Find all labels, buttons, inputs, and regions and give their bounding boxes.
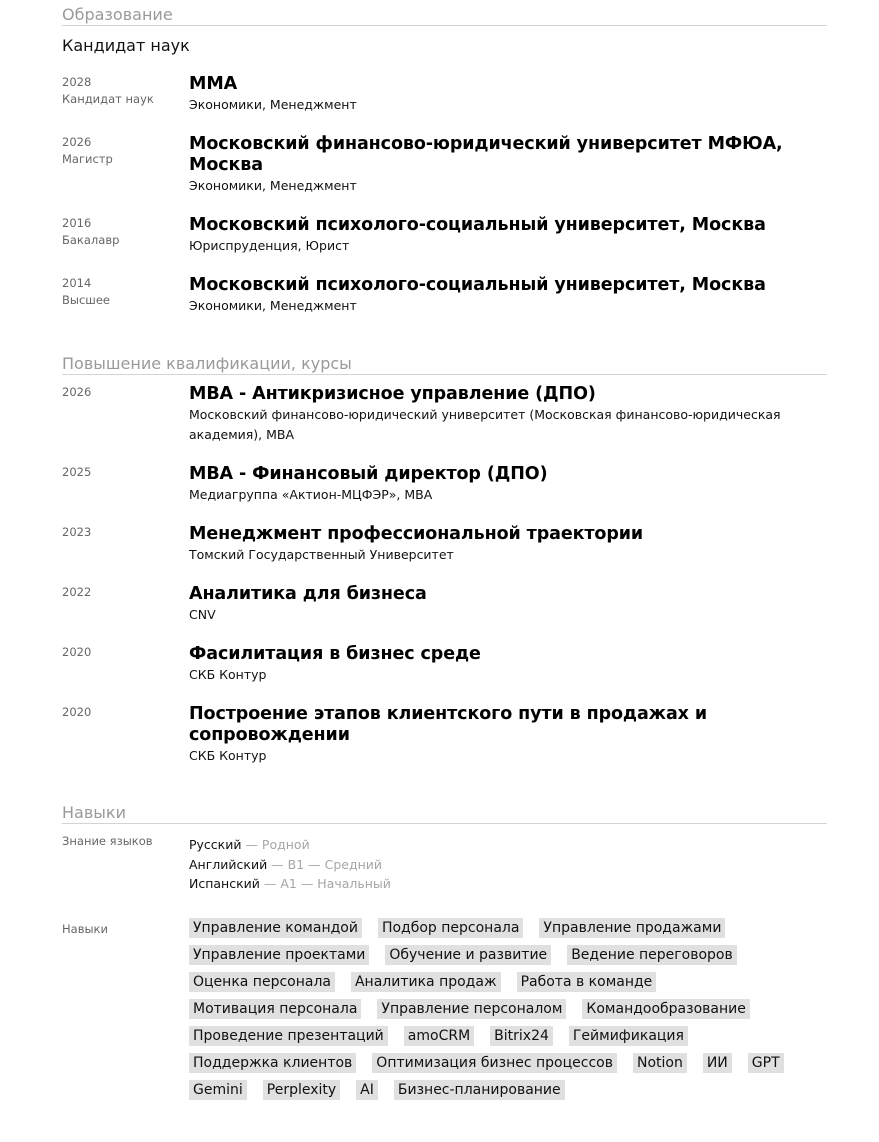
language-level: — A1 — Начальный [259,876,391,891]
education-item-meta [62,275,187,309]
skill-tag: Gemini [189,1080,247,1100]
skill-tag: GPT [748,1053,784,1073]
course-item-year: 2025 [62,465,92,479]
skill-tag: Perplexity [263,1080,340,1100]
course-item-name: Менеджмент профессиональной траектории [189,524,644,544]
education-item-name: Московский финансово-юридический университет МФЮА, Москва [189,134,783,175]
education-section [62,5,827,313]
skill-tag: Управление продажами [539,918,725,938]
education-item-level: Кандидат наук [62,92,154,106]
course-item-org: Медиагруппа «Актион-МЦФЭР», MBA [189,487,433,502]
course-item-year: 2026 [62,385,92,399]
course-item-name: Аналитика для бизнеса [189,584,427,604]
course-item-org: CNV [189,607,216,622]
skills-section [62,803,827,1098]
language-item [189,874,809,894]
skill-tag: amoCRM [404,1026,474,1046]
skill-tag: Подбор персонала [378,918,523,938]
skill-tag: Мотивация персонала [189,999,361,1019]
skills-tag-list [189,918,809,1100]
skill-tag: Оценка персонала [189,972,335,992]
courses-section [62,354,827,763]
education-section-title: Образование [62,5,827,26]
education-item-meta [62,134,187,168]
language-name: Русский [189,837,242,852]
education-item-meta [62,74,187,108]
courses-section-title: Повышение квалификации, курсы [62,354,827,375]
skill-tag: Геймификация [569,1026,688,1046]
skill-tag: Управление персоналом [377,999,566,1019]
education-item-specialty: Экономики, Менеджмент [189,178,357,193]
education-item-level: Бакалавр [62,233,120,247]
course-item-org: Томский Государственный Университет [189,547,454,562]
skill-tag: Обучение и развитие [385,945,551,965]
education-item-specialty: Экономики, Менеджмент [189,298,357,313]
course-item-org: СКБ Контур [189,667,267,682]
language-name: Английский [189,856,268,872]
skill-tag: Управление проектами [189,945,369,965]
language-name: Испанский [189,876,260,891]
skill-tag: AI [356,1080,378,1100]
skills-section-title: Навыки [62,803,827,824]
course-item-year: 2023 [62,525,92,539]
education-item-name: Московский психолого-социальный университет, Москва [189,275,766,295]
course-item-year: 2022 [62,585,92,599]
education-item-specialty: Экономики, Менеджмент [189,97,357,112]
skills-label: Навыки [62,922,108,936]
language-level: — Родной [241,837,310,852]
course-item-org: Московский финансово-юридический университет (Московская финансово-юридическая академия), MBA [189,407,781,442]
skill-tag: Управление командой [189,918,362,938]
languages-label: Знание языков [62,834,153,848]
skill-tag: Проведение презентаций [189,1026,388,1046]
course-item-org: СКБ Контур [189,748,267,763]
education-item-year: 2014 [62,276,92,290]
skill-tag: Bitrix24 [490,1026,553,1046]
education-item-level: Магистр [62,152,113,166]
language-item [189,855,809,875]
education-item-specialty: Юриспруденция, Юрист [189,238,350,253]
skill-tag: Командообразование [582,999,749,1019]
skill-tag: Оптимизация бизнес процессов [372,1053,617,1073]
education-item-year: 2026 [62,135,92,149]
skill-tag: ИИ [703,1053,732,1073]
skill-tag: Аналитика продаж [351,972,501,992]
course-item-name: MBA - Антикризисное управление (ДПО) [189,384,596,404]
education-item-meta [62,215,187,249]
skill-tag: Notion [633,1053,687,1073]
skill-tag: Работа в команде [517,972,657,992]
language-level: — B1 — Средний [267,856,383,872]
education-item-name: Московский психолого-социальный университет, Москва [189,215,766,235]
skill-tag: Поддержка клиентов [189,1053,356,1073]
course-item-name: Фасилитация в бизнес среде [189,644,481,664]
education-degree: Кандидат наук [62,36,190,55]
course-item-name: Построение этапов клиентского пути в продажах и сопровождении [189,704,708,745]
course-item-name: MBA - Финансовый директор (ДПО) [189,464,548,484]
skill-tag: Ведение переговоров [567,945,737,965]
education-item-year: 2016 [62,216,92,230]
skill-tag: Бизнес-планирование [394,1080,565,1100]
course-item-year: 2020 [62,705,92,719]
course-item-year: 2020 [62,645,92,659]
language-item [189,835,809,855]
education-item-year: 2028 [62,75,92,89]
education-item-level: Высшее [62,293,110,307]
education-item-name: ММА [189,74,238,94]
